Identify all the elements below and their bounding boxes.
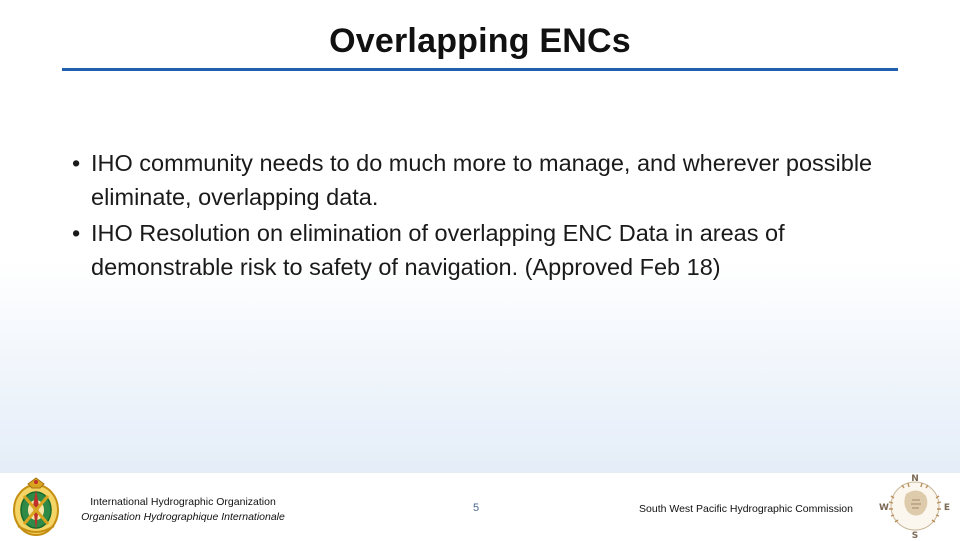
slide-title: Overlapping ENCs [329, 22, 631, 60]
compass-north-letter: N [911, 474, 919, 484]
bullet-glyph: • [72, 220, 81, 246]
title-underline [62, 68, 898, 71]
bullet-glyph: • [72, 150, 81, 176]
compass-east-letter: E [943, 503, 951, 513]
bullet-list [72, 146, 892, 286]
page-number: 5 [472, 502, 480, 514]
compass-west-letter: W [879, 503, 889, 513]
commission-name: South West Pacific Hydrographic Commission [639, 503, 853, 515]
bullet-item [72, 146, 892, 214]
iho-emblem-icon [10, 476, 62, 538]
bullet-text: IHO community needs to do much more to manage, and wherever possible eliminate, overlapping data. [91, 150, 873, 210]
bullet-item [72, 216, 892, 284]
compass-south-letter: S [911, 531, 919, 540]
organization-name-french: Organisation Hydrographique Internationale [81, 511, 285, 523]
bullet-text: IHO Resolution on elimination of overlapping ENC Data in areas of demonstrable risk to safety of navigation. (Approved Feb 18) [91, 220, 785, 280]
organization-name-english: International Hydrographic Organization [90, 496, 276, 508]
swphc-compass-logo-icon [878, 472, 952, 540]
